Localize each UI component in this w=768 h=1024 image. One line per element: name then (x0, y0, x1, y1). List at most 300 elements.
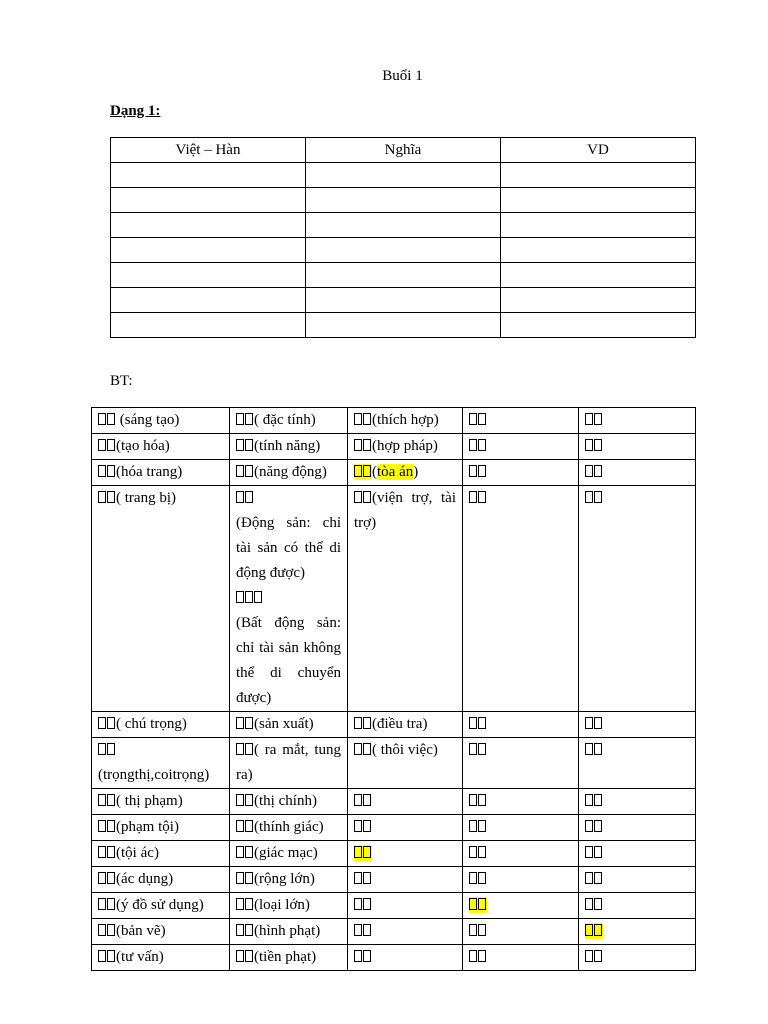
exercise-row (92, 712, 696, 738)
exercise-row (92, 408, 696, 434)
cell-text: (ác dụng) (98, 871, 173, 887)
exercise-cell[interactable] (579, 486, 696, 712)
exercise-cell[interactable] (230, 919, 348, 945)
vocab-cell[interactable] (306, 238, 501, 263)
glyph-box-icon (107, 465, 115, 477)
glyph-box-icon (363, 465, 371, 477)
exercise-cell[interactable] (92, 919, 230, 945)
exercise-row (92, 945, 696, 971)
glyph-box-icon (478, 465, 486, 477)
vocab-cell[interactable] (501, 213, 696, 238)
cell-text (585, 438, 603, 454)
vocab-cell[interactable] (111, 188, 306, 213)
glyph-box-icon (478, 743, 486, 755)
glyph-box-icon (478, 950, 486, 962)
cell-text (354, 949, 372, 965)
cell-text: (giác mạc) (236, 845, 318, 861)
exercise-cell[interactable] (348, 460, 463, 486)
exercise-cell[interactable] (348, 408, 463, 434)
vocab-cell[interactable] (111, 238, 306, 263)
cell-text: ( đặc tính) (236, 412, 316, 428)
glyph-box-icon (98, 846, 106, 858)
cell-text (585, 412, 603, 428)
vocab-cell[interactable] (501, 163, 696, 188)
cell-text: (tư vấn) (98, 949, 164, 965)
glyph-box-icon (594, 465, 602, 477)
glyph-box-icon (254, 591, 262, 603)
glyph-box-icon (236, 794, 244, 806)
exercise-cell[interactable] (463, 486, 579, 712)
glyph-box-icon (107, 872, 115, 884)
cell-text (585, 716, 603, 732)
cell-text (354, 897, 372, 913)
vocab-cell[interactable] (111, 263, 306, 288)
glyph-box-icon (245, 846, 253, 858)
glyph-box-icon (245, 413, 253, 425)
exercise-cell[interactable] (463, 815, 579, 841)
exercise-row (92, 738, 696, 789)
exercise-cell[interactable] (92, 460, 230, 486)
exercise-cell[interactable] (463, 738, 579, 789)
exercise-cell[interactable] (348, 738, 463, 789)
cell-text (469, 845, 487, 861)
vocab-cell[interactable] (111, 313, 306, 338)
glyph-box-icon (478, 439, 486, 451)
exercise-cell[interactable] (579, 738, 696, 789)
glyph-box-icon (245, 820, 253, 832)
cell-text: (thính giác) (236, 819, 324, 835)
glyph-box-icon (236, 846, 244, 858)
glyph-box-icon (363, 924, 371, 936)
glyph-box-icon (585, 924, 593, 936)
glyph-box-icon (245, 794, 253, 806)
exercise-cell[interactable] (463, 893, 579, 919)
cell-text (469, 819, 487, 835)
glyph-box-icon (363, 898, 371, 910)
cell-text (469, 716, 487, 732)
exercise-cell[interactable] (348, 867, 463, 893)
exercise-cell[interactable] (579, 815, 696, 841)
exercise-cell[interactable] (579, 893, 696, 919)
glyph-box-icon (594, 491, 602, 503)
header-nghia[interactable]: Nghĩa (306, 138, 501, 163)
exercise-cell[interactable] (230, 945, 348, 971)
glyph-box-icon (585, 872, 593, 884)
cell-note: (Động sản: chỉ tài sản có thể di động được) (236, 515, 342, 581)
cell-text (354, 819, 372, 835)
glyph-box-icon (585, 717, 593, 729)
cell-text: (hợp pháp) (354, 438, 438, 454)
cell-text (469, 742, 487, 758)
cell-text: (trọngthị,coitrọng) (98, 742, 209, 783)
cell-text: (tội ác) (98, 845, 159, 861)
exercise-row (92, 893, 696, 919)
exercise-cell[interactable] (463, 867, 579, 893)
cell-text: ( trang bị) (98, 490, 176, 506)
exercise-cell[interactable] (463, 945, 579, 971)
glyph-box-icon (478, 924, 486, 936)
exercise-cell[interactable] (348, 712, 463, 738)
glyph-box-icon (354, 872, 362, 884)
cell-text (585, 819, 603, 835)
exercise-cell[interactable] (92, 789, 230, 815)
glyph-box-icon (107, 491, 115, 503)
exercise-cell[interactable] (579, 789, 696, 815)
glyph-box-icon (469, 846, 477, 858)
exercise-cell[interactable] (230, 893, 348, 919)
exercise-cell[interactable] (348, 841, 463, 867)
glyph-box-icon (245, 717, 253, 729)
glyph-box-icon (107, 898, 115, 910)
exercise-row (92, 919, 696, 945)
glyph-box-icon (354, 717, 362, 729)
vocab-empty-row (111, 163, 696, 188)
vocab-cell[interactable] (306, 163, 501, 188)
exercise-cell[interactable] (92, 841, 230, 867)
exercise-cell[interactable] (463, 434, 579, 460)
exercise-cell[interactable] (579, 408, 696, 434)
glyph-box-icon (98, 717, 106, 729)
exercise-row (92, 460, 696, 486)
cell-text: ( ra mắt, tung ra) (236, 742, 341, 783)
exercise-cell[interactable] (230, 841, 348, 867)
exercise-cell[interactable] (463, 460, 579, 486)
exercise-cell[interactable] (579, 867, 696, 893)
cell-text (585, 490, 603, 506)
glyph-box-icon (594, 794, 602, 806)
glyph-box-icon (98, 743, 106, 755)
glyph-box-icon (469, 898, 477, 910)
glyph-box-icon (107, 846, 115, 858)
glyph-box-icon (585, 491, 593, 503)
glyph-box-icon (245, 924, 253, 936)
vocab-empty-row (111, 213, 696, 238)
cell-text (585, 742, 603, 758)
exercise-row (92, 841, 696, 867)
glyph-box-icon (236, 465, 244, 477)
cell-text (354, 793, 372, 809)
exercise-cell[interactable] (92, 867, 230, 893)
glyph-box-icon (469, 743, 477, 755)
exercise-table (91, 407, 696, 971)
glyph-box-icon (236, 439, 244, 451)
vocab-cell[interactable] (111, 163, 306, 188)
glyph-box-icon (594, 872, 602, 884)
cell-text: (bản vẽ) (98, 923, 166, 939)
exercise-cell[interactable] (463, 841, 579, 867)
cell-text: ( chú trọng) (98, 716, 187, 732)
exercise-cell[interactable] (348, 945, 463, 971)
glyph-box-icon (245, 743, 253, 755)
glyph-box-icon (236, 950, 244, 962)
glyph-box-icon (107, 413, 115, 425)
cell-text: (ý đồ sử dụng) (98, 897, 204, 913)
exercise-cell[interactable] (463, 712, 579, 738)
vocab-cell[interactable] (306, 213, 501, 238)
vocab-cell[interactable] (501, 288, 696, 313)
exercise-cell[interactable] (463, 408, 579, 434)
cell-text: (tòa án) (354, 464, 418, 480)
cell-text: (thích hợp) (354, 412, 439, 428)
glyph-box-icon (236, 413, 244, 425)
exercise-cell[interactable] (92, 893, 230, 919)
cell-text: (tạo hóa) (98, 438, 170, 454)
exercise-cell[interactable] (230, 738, 348, 789)
glyph-box-icon (236, 898, 244, 910)
vocab-cell[interactable] (306, 288, 501, 313)
cell-text (469, 923, 487, 939)
cell-text: (sáng tạo) (98, 412, 179, 428)
cell-text (585, 793, 603, 809)
vocab-cell[interactable] (306, 188, 501, 213)
glyph-box-icon (469, 717, 477, 729)
glyph-box-icon (363, 439, 371, 451)
glyph-box-icon (354, 465, 362, 477)
vocab-cell[interactable] (501, 238, 696, 263)
exercise-cell[interactable] (579, 945, 696, 971)
cell-text: (hình phạt) (236, 923, 320, 939)
glyph-box-icon (469, 950, 477, 962)
cell-text (469, 871, 487, 887)
glyph-box-icon (594, 846, 602, 858)
exercise-cell[interactable] (348, 486, 463, 712)
cell-text (469, 490, 487, 506)
cell-text (469, 464, 487, 480)
glyph-box-icon (236, 717, 244, 729)
vocab-cell[interactable] (111, 213, 306, 238)
glyph-box-icon (469, 413, 477, 425)
exercise-cell[interactable] (579, 434, 696, 460)
glyph-box-icon (98, 465, 106, 477)
exercise-cell[interactable] (348, 893, 463, 919)
cell-text: (loại lớn) (236, 897, 310, 913)
glyph-box-icon (363, 872, 371, 884)
cell-text (585, 897, 603, 913)
exercise-cell[interactable] (230, 867, 348, 893)
glyph-box-icon (585, 950, 593, 962)
glyph-box-icon (245, 465, 253, 477)
glyph-box-icon (585, 465, 593, 477)
vocab-cell[interactable] (306, 313, 501, 338)
glyph-box-icon (594, 439, 602, 451)
glyph-box-icon (354, 439, 362, 451)
glyph-box-icon (236, 924, 244, 936)
glyph-box-icon (98, 898, 106, 910)
exercise-cell[interactable] (92, 408, 230, 434)
header-viet-han[interactable]: Việt – Hàn (111, 138, 306, 163)
vocab-cell[interactable] (501, 263, 696, 288)
exercise-row (92, 815, 696, 841)
glyph-box-icon (98, 820, 106, 832)
glyph-box-icon (478, 872, 486, 884)
exercise-cell[interactable] (463, 789, 579, 815)
glyph-box-icon (98, 924, 106, 936)
vocab-cell[interactable] (501, 313, 696, 338)
glyph-box-icon (363, 743, 371, 755)
glyph-box-icon (585, 743, 593, 755)
glyph-box-icon (354, 924, 362, 936)
exercise-cell[interactable] (579, 712, 696, 738)
vocab-table (110, 137, 696, 338)
glyph-box-icon (363, 846, 371, 858)
cell-text: (tính năng) (236, 438, 320, 454)
glyph-box-icon (585, 820, 593, 832)
glyph-box-icon (478, 820, 486, 832)
glyph-box-icon (98, 872, 106, 884)
exercise-cell[interactable] (230, 460, 348, 486)
glyph-box-icon (245, 439, 253, 451)
exercise-cell[interactable] (92, 486, 230, 712)
glyph-box-icon (594, 743, 602, 755)
exercise-cell[interactable] (230, 815, 348, 841)
exercise-cell[interactable] (92, 738, 230, 789)
glyph-box-icon (594, 717, 602, 729)
glyph-box-icon (98, 439, 106, 451)
vocab-cell[interactable] (501, 188, 696, 213)
glyph-box-icon (236, 743, 244, 755)
cell-text (354, 871, 372, 887)
glyph-box-icon (469, 820, 477, 832)
glyph-box-icon (469, 439, 477, 451)
glyph-box-icon (585, 439, 593, 451)
exercise-cell[interactable] (92, 945, 230, 971)
glyph-box-icon (478, 898, 486, 910)
glyph-box-icon (354, 950, 362, 962)
glyph-box-icon (245, 872, 253, 884)
glyph-box-icon (469, 465, 477, 477)
cell-text (236, 490, 254, 506)
cell-text: ( thị phạm) (98, 793, 183, 809)
exercise-row (92, 789, 696, 815)
vocab-header-row (111, 138, 696, 163)
cell-text (585, 871, 603, 887)
cell-text: (điều tra) (354, 716, 427, 732)
page-title: Buổi 1 (382, 68, 423, 84)
exercise-cell[interactable] (348, 789, 463, 815)
glyph-box-icon (469, 794, 477, 806)
cell-note (236, 586, 341, 611)
cell-text: (rộng lớn) (236, 871, 315, 887)
exercise-cell[interactable] (230, 408, 348, 434)
vocab-cell[interactable] (306, 263, 501, 288)
glyph-box-icon (107, 950, 115, 962)
glyph-box-icon (245, 898, 253, 910)
cell-text (469, 412, 487, 428)
cell-text (469, 793, 487, 809)
exercise-cell[interactable] (230, 434, 348, 460)
vocab-empty-row (111, 288, 696, 313)
glyph-box-icon (469, 924, 477, 936)
vocab-empty-row (111, 263, 696, 288)
glyph-box-icon (107, 717, 115, 729)
cell-text (585, 845, 603, 861)
glyph-box-icon (363, 794, 371, 806)
cell-text (585, 464, 603, 480)
glyph-box-icon (585, 413, 593, 425)
cell-text (585, 949, 603, 965)
exercise-cell[interactable] (92, 434, 230, 460)
vocab-empty-row (111, 238, 696, 263)
glyph-box-icon (98, 950, 106, 962)
glyph-box-icon (354, 846, 362, 858)
cell-text (469, 897, 487, 913)
glyph-box-icon (354, 491, 362, 503)
glyph-box-icon (245, 591, 253, 603)
glyph-box-icon (354, 743, 362, 755)
glyph-box-icon (107, 924, 115, 936)
cell-text: (năng động) (236, 464, 327, 480)
exercise-cell[interactable] (579, 919, 696, 945)
glyph-box-icon (594, 413, 602, 425)
cell-text (585, 923, 603, 939)
glyph-box-icon (363, 491, 371, 503)
cell-text: (sản xuất) (236, 716, 314, 732)
glyph-box-icon (363, 413, 371, 425)
glyph-box-icon (594, 898, 602, 910)
glyph-box-icon (594, 950, 602, 962)
glyph-box-icon (354, 898, 362, 910)
header-vd[interactable]: VD (501, 138, 696, 163)
exercise-cell[interactable] (348, 919, 463, 945)
exercise-cell[interactable] (348, 815, 463, 841)
glyph-box-icon (594, 924, 602, 936)
glyph-box-icon (245, 491, 253, 503)
exercise-row (92, 486, 696, 712)
exercise-cell[interactable] (230, 486, 348, 712)
glyph-box-icon (469, 491, 477, 503)
exercise-row (92, 434, 696, 460)
cell-text: (tiền phạt) (236, 949, 316, 965)
cell-text: (phạm tội) (98, 819, 179, 835)
cell-text: (thị chính) (236, 793, 317, 809)
cell-text (354, 923, 372, 939)
glyph-box-icon (354, 794, 362, 806)
glyph-box-icon (478, 413, 486, 425)
exercise-cell[interactable] (230, 712, 348, 738)
glyph-box-icon (98, 413, 106, 425)
section-heading: Dạng 1: (110, 103, 161, 119)
glyph-box-icon (236, 872, 244, 884)
exercise-cell[interactable] (463, 919, 579, 945)
exercise-cell[interactable] (579, 841, 696, 867)
exercise-cell[interactable] (348, 434, 463, 460)
glyph-box-icon (585, 794, 593, 806)
glyph-box-icon (98, 491, 106, 503)
vocab-empty-row (111, 188, 696, 213)
glyph-box-icon (107, 820, 115, 832)
exercise-cell[interactable] (92, 712, 230, 738)
glyph-box-icon (98, 794, 106, 806)
exercise-cell[interactable] (92, 815, 230, 841)
exercise-row (92, 867, 696, 893)
glyph-box-icon (107, 743, 115, 755)
glyph-box-icon (585, 846, 593, 858)
glyph-box-icon (363, 950, 371, 962)
glyph-box-icon (363, 820, 371, 832)
glyph-box-icon (478, 491, 486, 503)
glyph-box-icon (478, 717, 486, 729)
vocab-cell[interactable] (111, 288, 306, 313)
glyph-box-icon (594, 820, 602, 832)
cell-text: (hóa trang) (98, 464, 182, 480)
exercise-cell[interactable] (230, 789, 348, 815)
glyph-box-icon (245, 950, 253, 962)
cell-text (469, 438, 487, 454)
cell-text (469, 949, 487, 965)
vocab-empty-row (111, 313, 696, 338)
glyph-box-icon (236, 591, 244, 603)
exercise-cell[interactable] (579, 460, 696, 486)
